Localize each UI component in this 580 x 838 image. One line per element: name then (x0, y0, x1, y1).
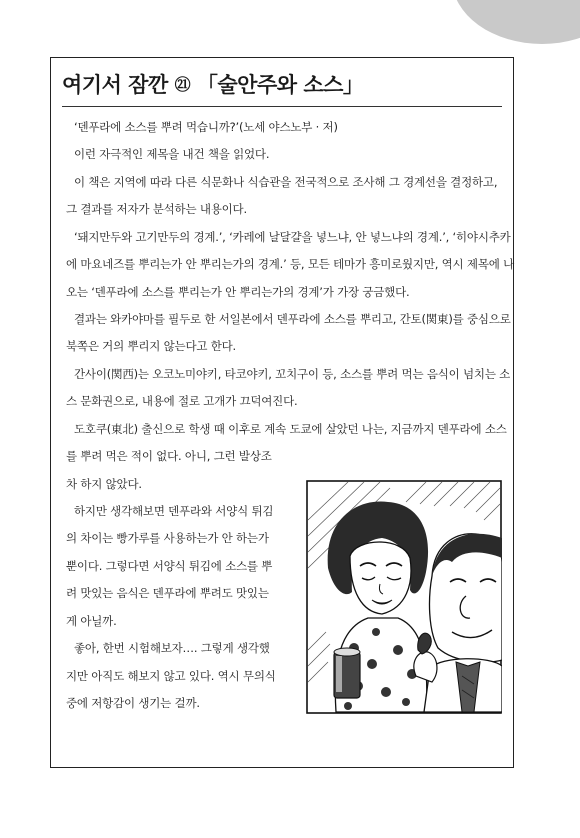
body-line: 스 문화권으로, 내용에 절로 고개가 끄덕여진다. (66, 394, 298, 408)
column-title (62, 68, 502, 102)
cartoon-illustration (306, 480, 502, 714)
body-line: 게 아닐까. (66, 614, 117, 628)
body-line: 이 책은 지역에 따라 다른 식문화나 식습관을 전국적으로 조사해 그 경계선을 결정하고, (74, 175, 498, 189)
title-main: 술안주와 소스 (217, 73, 343, 97)
corner-tab (452, 0, 580, 44)
body-line: 결과는 와카야마를 필두로 한 서일본에서 덴푸라에 소스를 뿌리고, 간토(関東)를 중심으로 (74, 312, 511, 326)
body-line: 차 하지 않았다. (66, 477, 142, 491)
body-line: 도호쿠(東北) 출신으로 학생 때 이후로 계속 도쿄에 살았던 나는, 지금까지 덴푸라에 소스 (74, 422, 507, 436)
body-line: 중에 저항감이 생기는 걸까. (66, 696, 200, 710)
body-line: 지만 아직도 해보지 않고 있다. 역시 무의식 (66, 669, 276, 683)
title-prefix: 여기서 잠깐 (62, 73, 168, 97)
body-line: 좋아, 한번 시험해보자…. 그렇게 생각했 (74, 641, 270, 655)
title-rule (62, 106, 502, 107)
body-line: 오는 ‘덴푸라에 소스를 뿌리는가 안 뿌리는가의 경계’가 가장 궁금했다. (66, 285, 410, 299)
body-line: 의 차이는 빵가루를 사용하는가 안 하는가 (66, 531, 269, 545)
title-number: ㉑ (174, 75, 191, 94)
body-line: 그 결과를 저자가 분석하는 내용이다. (66, 202, 247, 216)
body-line: 이런 자극적인 제목을 내건 책을 읽었다. (74, 147, 270, 161)
body-line: ‘덴푸라에 소스를 뿌려 먹습니까?’(노세 야스노부 · 저) (74, 120, 338, 134)
body-line: 려 맛있는 음식은 덴푸라에 뿌려도 맛있는 (66, 586, 269, 600)
title-open-bracket: 「 (196, 73, 218, 97)
body-line: 하지만 생각해보면 덴푸라와 서양식 튀김 (74, 504, 274, 518)
body-line: ‘돼지만두와 고기만두의 경계.’, ‘카레에 날달걀을 넣느냐, 안 넣느냐의 경계.’, ‘히야시추카 (74, 230, 511, 244)
title-close-bracket: 」 (342, 73, 364, 97)
body-line: 북쪽은 거의 뿌리지 않는다고 한다. (66, 339, 237, 353)
body-line: 에 마요네즈를 뿌리는가 안 뿌리는가의 경계.’ 등, 모든 테마가 흥미로웠지만, 역시 제목에 나 (66, 257, 515, 271)
body-line: 간사이(関西)는 오코노미야키, 타코야키, 꼬치구이 등, 소스를 뿌려 먹는 음식이 넘치는 소 (74, 367, 511, 381)
body-line: 를 뿌려 먹은 적이 없다. 아니, 그런 발상조 (66, 449, 272, 463)
body-line: 뿐이다. 그렇다면 서양식 튀김에 소스를 뿌 (66, 559, 273, 573)
